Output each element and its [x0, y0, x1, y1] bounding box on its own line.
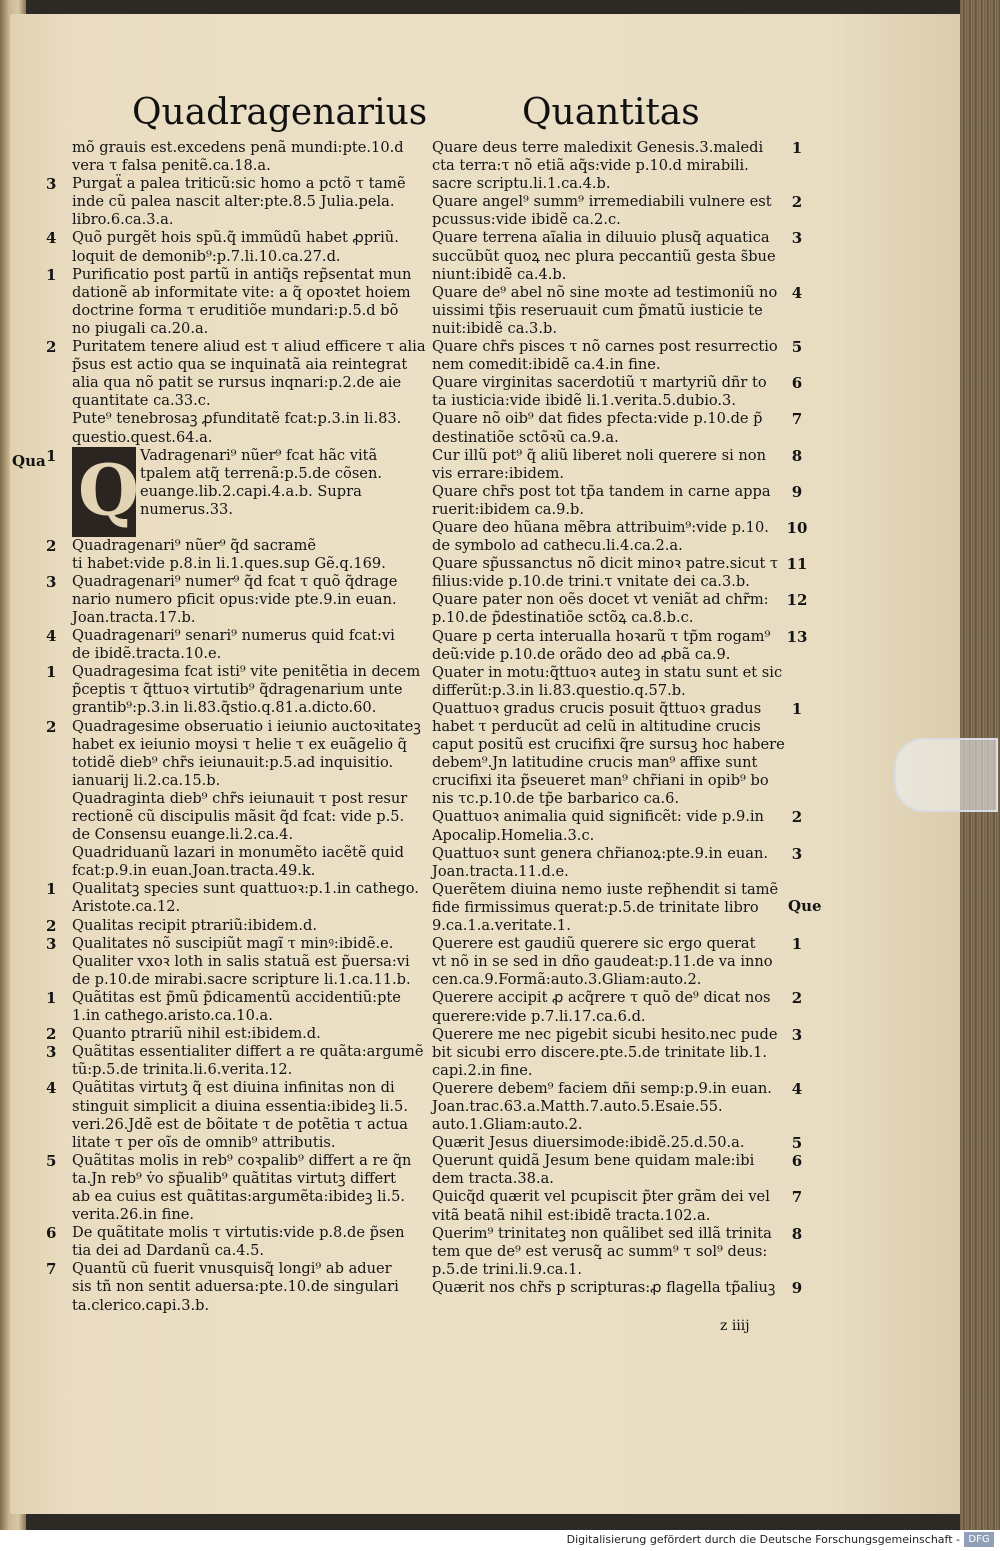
index-entry [432, 193, 803, 229]
entry-line: vitã beatã nihil est:ibidẽ tracta.102.a. [432, 1206, 711, 1224]
entry-line: destinatiõe sctõꝛũ ca.9.a. [432, 428, 619, 446]
entry-number: 2 [791, 193, 803, 212]
entry-number: 10 [786, 518, 808, 537]
entry-line: nuit:ibidẽ ca.3.b. [432, 319, 557, 337]
dfg-logo: DFG [964, 1532, 994, 1547]
entry-number: 8 [791, 446, 803, 465]
entry-number: 4 [46, 1079, 57, 1098]
index-entry [432, 808, 803, 844]
entry-line: Quadragenari⁹ nũer⁹ q̃d sacramẽ [72, 536, 317, 554]
right-column [432, 139, 808, 1297]
entry-number: 7 [791, 410, 803, 429]
entry-number: 2 [46, 536, 57, 555]
entry-line: rectionẽ cũ discipulis mãsit q̃d fcat: vide p.5. [72, 808, 405, 825]
index-entry [46, 265, 424, 338]
entry-line: succũbũt quoꝝ nec plura peccantiũ gesta s̃bue [432, 247, 776, 265]
entry-number: 7 [791, 1188, 803, 1207]
index-entry [46, 934, 424, 953]
entry-line: auto.1.Gliam:auto.2. [432, 1116, 583, 1134]
entry-line: p̃ceptis τ q̃ttuoꝛ virtutib⁹ q̃dragenarium unte [72, 681, 403, 699]
entry-line: ab ea cuius est quãtitas:argumẽta:ibideꝫ li.5. [72, 1187, 406, 1205]
entry-line: Quanto ptrariũ nihil est:ibidem.d. [72, 1025, 321, 1043]
decorated-initial [72, 447, 139, 537]
entry-line: sacre scriptu.li.1.ca.4.b. [432, 175, 611, 193]
entry-number: 3 [46, 934, 57, 953]
entry-line: Quadragesime obseruatio i ieiunio auctoꝛitateꝫ [72, 717, 421, 735]
index-entry [432, 935, 803, 989]
index-entry [432, 446, 803, 483]
entry-line: caput positũ est crucifixi q̃re sursuꝫ hoc habere [432, 736, 785, 754]
entry-line: uissimi tp̃is reseruauit cum p̃matũ iusticie te [432, 301, 763, 319]
entry-line: Quantũ cũ fuerit vnusquisq̃ longi⁹ ab aduer [72, 1260, 392, 1278]
entry-line: Quattuoꝛ animalia quid significẽt: vide p.9.in [432, 808, 764, 826]
entry-line: Quãtitas virtutꝫ q̃ est diuina infinitas non di [72, 1079, 395, 1097]
entry-number: 1 [791, 699, 803, 718]
entry-line: Quare chr̃s pisces τ nõ carnes post resurrectio [432, 338, 778, 356]
entry-line: stinguit simplicit a diuina essentia:ibideꝫ li.5. [72, 1097, 408, 1115]
entry-line: ruerit:ibidem ca.9.b. [432, 500, 584, 518]
entry-line: libro.6.ca.3.a. [72, 211, 174, 229]
index-entry [46, 229, 424, 265]
entry-line: Querẽtem diuina nemo iuste rep̃hendit si tamẽ [432, 880, 779, 898]
initial-letter: Q [78, 448, 139, 532]
entry-line: totidẽ dieb⁹ chr̃s ieiunauit:p.5.ad inquisitio. [72, 753, 394, 771]
entry-line: cen.ca.9.Formã:auto.3.Gliam:auto.2. [432, 971, 702, 989]
index-entry [432, 664, 782, 700]
index-entry [432, 139, 803, 193]
entry-line: verita.26.in fine. [72, 1206, 195, 1224]
index-entry [432, 699, 803, 809]
index-entry [46, 175, 424, 229]
entry-line: Quare deo hũana mẽbra attribuim⁹:vide p.10. [432, 518, 769, 536]
entry-line: Pute⁹ tenebrosaꝫ ꝓfunditatẽ fcat:p.3.in li.83. [72, 410, 402, 428]
entry-number: 9 [791, 1278, 803, 1297]
index-entry [432, 1134, 803, 1153]
entry-number: 2 [791, 989, 803, 1008]
entry-number: 3 [791, 844, 803, 863]
entry-line: Puritatem tenere aliud est τ aliud efficere τ alia [72, 338, 426, 356]
entry-line: questio.quest.64.a. [72, 428, 213, 446]
index-entry [46, 663, 424, 717]
entry-line: inde cũ palea nascit alter:pte.8.5 Julia.pela. [72, 193, 395, 211]
entry-number: 1 [791, 935, 803, 954]
entry-line: Quadragenari⁹ senari⁹ numerus quid fcat:vi [72, 627, 395, 645]
entry-line: nis τc.p.10.de tp̃e barbarico ca.6. [432, 790, 680, 808]
entry-line: Vadragenari⁹ nũer⁹ fcat hãc vitã [140, 446, 378, 464]
index-entry [432, 374, 803, 410]
entry-line: Quadriduanũ lazari in monumẽto iacẽtẽ quid [72, 844, 404, 862]
entry-line: Quærit Jesus diuersimode:ibidẽ.25.d.50.a. [432, 1134, 745, 1152]
entry-number: 13 [786, 627, 808, 646]
index-entry [432, 518, 808, 555]
entry-line: Quadragesima fcat isti⁹ vite penitẽtia in decem [72, 663, 421, 681]
index-entry [432, 1025, 803, 1080]
entry-line: mõ grauis est.excedens penã mundi:pte.10.d [72, 139, 404, 156]
entry-number: 6 [791, 1152, 803, 1171]
entry-number: 1 [46, 663, 57, 682]
index-entry [46, 988, 424, 1025]
entry-number: 1 [791, 139, 803, 157]
entry-line: capi.2.in fine. [432, 1061, 533, 1079]
entry-line: tpalem atq̃ terrenã:p.5.de cõsen. [140, 464, 382, 482]
entry-line: numerus.33. [140, 500, 233, 518]
entry-line: Apocalip.Homelia.3.c. [432, 826, 595, 844]
entry-number: 11 [786, 555, 808, 574]
entry-line: Quare chr̃s post tot tp̃a tandem in carne appa [432, 482, 771, 500]
entry-line: euange.lib.2.capi.4.a.b. Supra [140, 482, 362, 500]
index-entry [432, 1188, 803, 1224]
entry-line: Quãtitas essentialiter differt a re quãta:argumẽ [72, 1043, 424, 1061]
entry-line: Querere accipit ꝓ acq̃rere τ quõ de⁹ dicat nos [432, 989, 771, 1007]
index-entry [432, 229, 803, 283]
footer-credit: Digitalisierung gefördert durch die Deutsche Forschungsgemeinschaft - [566, 1533, 960, 1546]
bookmark-tab [894, 738, 998, 812]
entry-line: Quare pater non oẽs docet vt veniãt ad chr̃m: [432, 591, 769, 609]
entry-line: niunt:ibidẽ ca.4.b. [432, 265, 567, 283]
entry-number: 6 [791, 374, 803, 393]
index-entry [72, 844, 424, 880]
entry-line: cta terra:τ nõ etiã aq̃s:vide p.10.d mirabili. [432, 157, 749, 175]
entry-line: tia dei ad Dardanũ ca.4.5. [72, 1242, 265, 1260]
entry-line: tem que de⁹ est verusq̃ ac summ⁹ τ sol⁹ deus: [432, 1242, 768, 1260]
entry-number: 3 [46, 175, 57, 194]
entry-line: Joan.tracta.11.d.e. [432, 862, 569, 880]
entry-line: ta.clerico.capi.3.b. [72, 1296, 210, 1314]
entry-number: 6 [46, 1224, 57, 1243]
entry-line: Quare sp̃ussanctus nõ dicit minoꝛ patre.sicut τ [432, 555, 779, 573]
index-entry [46, 338, 426, 410]
entry-line: querere:vide p.7.li.17.ca.6.d. [432, 1007, 646, 1025]
running-header-right: Quantitas [522, 92, 700, 133]
entry-line: Purgaẗ a palea triticũ:sic homo a pctõ τ tamẽ [72, 175, 406, 193]
index-entry [46, 446, 424, 537]
entry-line: crucifixi ita p̃seueret man⁹ chr̃iani in opib⁹ bo [432, 772, 769, 790]
entry-number: 3 [46, 572, 57, 591]
entry-line: Quare angel⁹ summ⁹ irremediabili vulnere est [432, 193, 772, 211]
index-entry [432, 844, 803, 881]
entry-line: de ibidẽ.tracta.10.e. [72, 645, 222, 663]
index-entry [432, 338, 803, 374]
entry-number: 4 [46, 627, 57, 646]
entry-line: quantitate ca.33.c. [72, 392, 211, 410]
index-entry [432, 1079, 803, 1134]
entry-line: Quõ purgẽt hois spũ.q̃ immũdũ habet ꝓpriũ. [72, 229, 399, 247]
entry-line: nario numero pficit opus:vide pte.9.in euan. [72, 590, 397, 608]
entry-line: Qualitatꝫ species sunt quattuoꝛ:p.1.in cathego. [72, 880, 419, 898]
entry-line: deũ:vide p.10.de orãdo deo ad ꝓbã ca.9. [432, 645, 731, 663]
entry-line: Qualitas recipit ptrariũ:ibidem.d. [72, 916, 318, 934]
entry-line: Quãtitas est p̃mũ p̃dicamentũ accidentiũ:pte [72, 988, 401, 1006]
entry-line: vera τ falsa penitẽ.ca.18.a. [72, 157, 271, 175]
index-entry [432, 1224, 803, 1279]
entry-line: dationẽ ab informitate vite: a q̃ opoꝛtet hoiem [72, 283, 411, 301]
entry-line: Quare terrena aĩalia in diluuio plusq̃ aquatica [432, 229, 770, 247]
entry-line: dem tracta.38.a. [432, 1170, 554, 1188]
entry-number: 3 [791, 229, 803, 248]
index-entry [46, 1043, 424, 1079]
entry-number: 2 [46, 1025, 57, 1044]
index-entry [46, 1224, 424, 1260]
entry-line: grantib⁹:p.3.in li.83.q̃stio.q.81.a.dicto.60. [72, 699, 377, 717]
entry-line: Quicq̃d quærit vel pcupiscit p̃ter grãm dei vel [432, 1188, 770, 1206]
index-entry [432, 410, 803, 446]
entry-line: vt nõ in se sed in dño gaudeat:p.11.de va inno [432, 953, 773, 971]
index-entry [432, 989, 803, 1025]
entry-line: ta.Jn reb⁹ v̇o sp̃ualib⁹ quãtitas virtutꝫ differt [72, 1169, 396, 1187]
entry-line: Quare virginitas sacerdotiũ τ martyriũ dñr to [432, 374, 767, 392]
entry-line: veri.26.Jdẽ est de bõitate τ de potẽtia τ actua [72, 1115, 408, 1133]
section-marker-left: Qua [12, 452, 46, 470]
index-entry [46, 627, 424, 663]
entry-number: 8 [791, 1224, 803, 1243]
entry-line: doctrine forma τ eruditiõe mundari:p.5.d bõ [72, 301, 399, 319]
entry-line: Quattuoꝛ gradus crucis posuit q̃ttuoꝛ gradus [432, 699, 762, 717]
entry-line: Querere me nec pigebit sicubi hesito.nec pude [432, 1025, 778, 1043]
section-marker-right: Que [788, 897, 822, 915]
entry-line: De quãtitate molis τ virtutis:vide p.8.de p̃sen [72, 1224, 405, 1242]
entry-line: differũt:p.3.in li.83.questio.q.57.b. [432, 681, 686, 699]
entry-line: p̃sus est actio qua se inquinatã aia reintegrat [72, 356, 408, 374]
entry-line: Quattuoꝛ sunt genera chr̃ianoꝝ:pte.9.in euan. [432, 844, 768, 862]
index-entry [46, 1025, 424, 1044]
entry-line: Quare nõ oib⁹ dat fides pfecta:vide p.10.de p̃ [432, 410, 763, 428]
entry-number: 5 [791, 1134, 803, 1153]
entry-line: Joan.trac.63.a.Matth.7.auto.5.Esaie.55. [432, 1097, 723, 1115]
index-entry [46, 1260, 424, 1314]
entry-line: Quadraginta dieb⁹ chr̃s ieiunauit τ post resur [72, 789, 408, 807]
entry-number: 2 [791, 808, 803, 827]
index-entry [46, 1079, 424, 1151]
entry-line: fcat:p.9.in euan.Joan.tracta.49.k. [72, 862, 316, 880]
entry-line: vis errare:ibidem. [432, 464, 564, 482]
entry-number: 12 [786, 591, 808, 610]
entry-line: alia qua nõ patit se rursus inqnari:p.2.de aie [72, 374, 402, 392]
entry-line: Qualiter vxoꝛ loth in salis statuã est p̃uersa:vi [72, 952, 410, 970]
left-column [46, 139, 426, 1315]
entry-line: de symbolo ad cathecu.li.4.ca.2.a. [432, 537, 683, 555]
index-entry [46, 880, 424, 916]
index-entry [46, 916, 424, 935]
index-entry [72, 953, 424, 989]
entry-line: ta iusticia:vide ibidẽ li.1.verita.5.dubio.3. [432, 392, 736, 410]
index-entry [46, 572, 424, 627]
entry-line: Purificatio post partũ in antiq̃s rep̃sentat mun [72, 265, 412, 283]
index-entry [46, 717, 424, 790]
entry-number: 4 [791, 1079, 803, 1098]
index-entry [46, 1151, 424, 1224]
entry-line: loquit de demonib⁹:p.7.li.10.ca.27.d. [72, 247, 341, 265]
entry-line: p.5.de trini.li.9.ca.1. [432, 1260, 583, 1278]
entry-line: Quare p certa interualla hoꝛarũ τ tp̃m rogam⁹ [432, 627, 771, 645]
index-entry [432, 881, 782, 935]
entry-line: Quãtitas molis in reb⁹ coꝛpalib⁹ differt a re q̃n [72, 1151, 412, 1169]
index-entry [72, 410, 424, 446]
entry-line: filius:vide p.10.de trini.τ vnitate dei ca.3.b. [432, 573, 750, 591]
index-entry [72, 139, 424, 175]
entry-line: litate τ per oĩs de omnib⁹ attributis. [72, 1133, 336, 1151]
entry-number: 2 [46, 717, 57, 736]
entry-number: 1 [46, 880, 57, 899]
entry-line: de Consensu euange.li.2.ca.4. [72, 826, 294, 844]
entry-line: Querunt quidã Jesum bene quidam male:ibi [432, 1152, 755, 1170]
index-entry [72, 790, 424, 844]
entry-line: Cur illũ pot⁹ q̃ aliũ liberet noli querere si non [432, 446, 766, 464]
entry-line: nem comedit:ibidẽ ca.4.in fine. [432, 356, 661, 374]
index-entry [432, 283, 803, 338]
index-entry [432, 1278, 803, 1297]
entry-number: 1 [46, 265, 57, 284]
entry-line: fide firmissimus querat:p.5.de trinitate libro [432, 898, 759, 916]
entry-line: Aristote.ca.12. [72, 898, 181, 916]
index-entry [432, 1152, 803, 1188]
entry-number: 4 [46, 229, 57, 248]
entry-line: Querim⁹ trinitateꝫ non quãlibet sed illã trinita [432, 1224, 772, 1242]
index-entry [432, 627, 808, 664]
entry-line: habet ex ieiunio moysi τ helie τ ex euãgelio q̃ [72, 735, 408, 753]
entry-line: de p.10.de mirabi.sacre scripture li.1.ca.11.b. [72, 970, 411, 988]
entry-number: 4 [791, 283, 803, 302]
entry-number: 2 [46, 916, 57, 935]
entry-line: Quare de⁹ abel nõ sine moꝛte ad testimoniũ no [432, 283, 778, 301]
entry-line: no piugali ca.20.a. [72, 319, 209, 337]
index-entry [432, 591, 808, 627]
entry-line: bit sicubi erro discere.pte.5.de trinitate lib.1. [432, 1043, 768, 1061]
entry-line: sis tñ non sentit aduersa:pte.10.de singulari [72, 1278, 399, 1296]
entry-line: habet τ perducũt ad celũ in altitudine crucis [432, 718, 761, 735]
entry-number: 7 [46, 1260, 57, 1279]
entry-line: debem⁹.Jn latitudine crucis man⁹ affixe sunt [432, 754, 758, 772]
entry-line: Quærit nos chr̃s p scripturas:ꝓ flagella tp̃aliuꝫ [432, 1278, 776, 1296]
entry-line: Quadragenari⁹ numer⁹ q̃d fcat τ quõ q̃drage [72, 572, 398, 590]
entry-number: 5 [46, 1151, 57, 1170]
entry-line: ti habet:vide p.8.in li.1.ques.sup Gẽ.q.169. [72, 554, 386, 572]
footer-bar [0, 1530, 1000, 1551]
entry-line: Querere debem⁹ faciem dñi semp:p.9.in euan. [432, 1079, 772, 1097]
entry-number: 3 [791, 1025, 803, 1044]
entry-line: p.10.de p̃destinatiõe sctõꝝ ca.8.b.c. [432, 609, 694, 627]
index-entry [432, 482, 803, 519]
entry-number: 5 [791, 338, 803, 357]
entry-line: Quare deus terre maledixit Genesis.3.maledi [432, 139, 764, 156]
entry-number: 1 [46, 988, 57, 1007]
entry-line: Joan.tracta.17.b. [72, 608, 196, 626]
index-entry [432, 555, 808, 591]
entry-number: 1 [46, 446, 57, 465]
entry-number: 2 [46, 338, 57, 357]
entry-line: ianuarij li.2.ca.15.b. [72, 771, 221, 789]
running-header-left: Quadragenarius [132, 92, 428, 133]
entry-line: Quater in motu:q̃ttuoꝛ auteꝫ in statu sunt et sic [432, 663, 783, 681]
entry-line: pcussus:vide ibidẽ ca.2.c. [432, 211, 621, 229]
entry-number: 3 [46, 1043, 57, 1062]
entry-line: Querere est gaudiũ querere sic ergo querat [432, 935, 756, 953]
index-entry [46, 536, 424, 573]
entry-line: 1.in cathego.aristo.ca.10.a. [72, 1007, 273, 1025]
catchword: z iiij [720, 1318, 750, 1334]
entry-line: 9.ca.1.a.veritate.1. [432, 917, 571, 935]
entry-line: Qualitates nõ suscipiũt magĩ τ minꝰ:ibidẽ.e. [72, 934, 394, 952]
entry-line: tũ:p.5.de trinita.li.6.verita.12. [72, 1061, 293, 1079]
entry-number: 9 [791, 482, 803, 501]
